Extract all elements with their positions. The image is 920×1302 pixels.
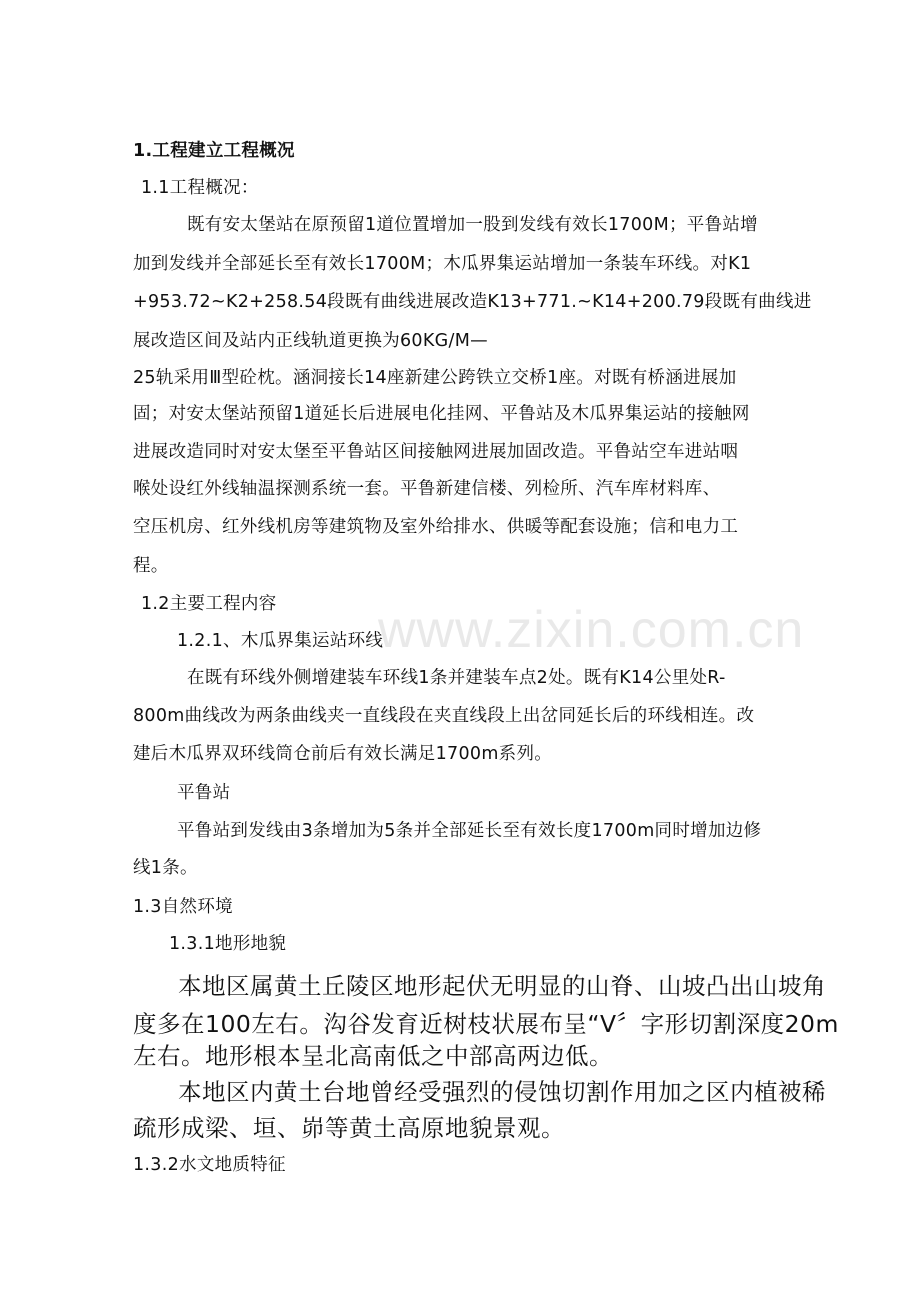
heading-pinglu: 平鲁站: [177, 783, 231, 803]
heading-1-3-2: 1.3.2水文地质特征: [133, 1155, 286, 1175]
paragraph-line: 800m曲线改为两条曲线夹一直线段在夹直线段上出岔同延长后的环线相连。改: [133, 706, 755, 726]
heading-1-1: 1.1工程概况：: [141, 178, 259, 198]
paragraph-line: 喉处设红外线轴温探测系统一套。平鲁新建信楼、列检所、汽车库材料库、: [133, 479, 721, 499]
heading-1-2-1: 1.2.1、木瓜界集运站环线: [177, 631, 384, 651]
watermark: www.zixin.com.cn: [378, 601, 805, 659]
paragraph-line-large: 度多在100左右。沟谷发育近树枝状展布呈“V〞字形切割深度20m: [133, 1010, 839, 1038]
paragraph-line: +953.72~K2+258.54段既有曲线进展改造K13+771.~K14+200.79段既有曲线进: [133, 292, 812, 312]
heading-1-2: 1.2主要工程内容: [141, 594, 277, 614]
paragraph-line: 进展改造同时对安太堡至平鲁站区间接触网进展加固改造。平鲁站空车进站咽: [133, 442, 739, 462]
paragraph-line: 展改造区间及站内正线轨道更换为60KG/M—: [133, 331, 488, 351]
paragraph-line: 空压机房、红外线机房等建筑物及室外给排水、供暖等配套设施；信和电力工: [133, 517, 739, 537]
paragraph-line-large: 本地区内黄土台地曾经受强烈的侵蚀切割作用加之区内植被稀: [178, 1078, 826, 1106]
paragraph-line-large: 左右。地形根本呈北高南低之中部高两边低。: [133, 1042, 613, 1070]
paragraph-line: 线1条。: [133, 858, 198, 878]
paragraph-line: 既有安太堡站在原预留1道位置增加一股到发线有效长1700M；平鲁站增: [187, 215, 758, 235]
paragraph-line: 程。: [133, 556, 169, 576]
paragraph-line: 平鲁站到发线由3条增加为5条并全部延长至有效长度1700m同时增加边修: [177, 821, 762, 841]
paragraph-line: 固；对安太堡站预留1道延长后进展电化挂网、平鲁站及木瓜界集运站的接触网: [133, 404, 750, 424]
paragraph-line: 建后木瓜界双环线筒仓前后有效长满足1700m系列。: [133, 744, 553, 764]
paragraph-line: 在既有环线外侧增建装车环线1条并建装车点2处。既有K14公里处R-: [187, 668, 726, 688]
heading-1-3: 1.3自然环境: [133, 897, 233, 917]
paragraph-line: 加到发线并全部延长至有效长1700M；木瓜界集运站增加一条装车环线。对K1: [133, 254, 752, 274]
paragraph-line: 25轨采用Ⅲ型砼枕。涵洞接长14座新建公跨铁立交桥1座。对既有桥涵进展加: [133, 368, 737, 388]
paragraph-line-large: 疏形成梁、垣、峁等黄土高原地貌景观。: [133, 1114, 565, 1142]
paragraph-line-large: 本地区属黄土丘陵区地形起伏无明显的山脊、山坡凸出山坡角: [178, 972, 826, 1000]
heading-1-3-1: 1.3.1地形地貌: [169, 934, 287, 954]
heading-1: 1.工程建立工程概况: [133, 141, 295, 161]
